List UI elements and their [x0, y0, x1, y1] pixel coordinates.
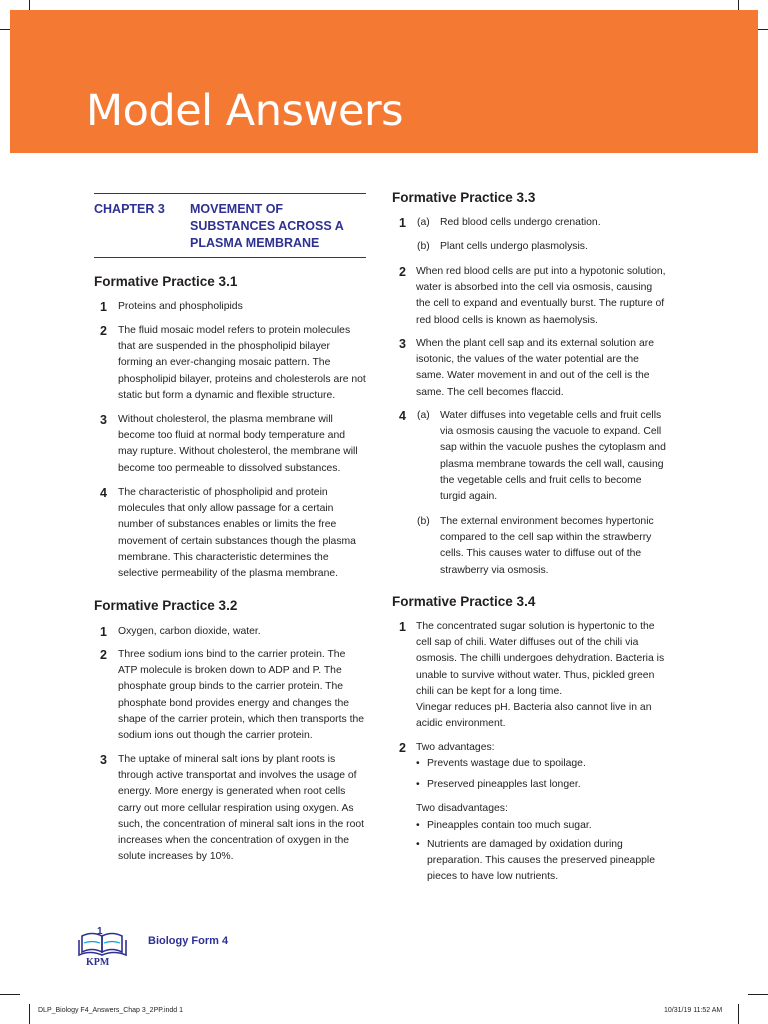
crop-mark: [29, 1004, 30, 1024]
bullet-icon: •: [416, 839, 420, 850]
section-heading-fp31: Formative Practice 3.1: [94, 274, 238, 289]
chapter-number: CHAPTER 3: [94, 202, 165, 216]
answer-number: 4: [100, 486, 107, 500]
answer-number: 3: [100, 753, 107, 767]
sub-label: (a): [417, 410, 430, 421]
bullet-icon: •: [416, 820, 420, 831]
answer-text: Plant cells undergo plasmolysis.: [440, 241, 588, 252]
list-label: Two advantages:: [416, 742, 495, 753]
answer-text: The external environment becomes hypertonic compared to the cell sap within the strawberry cells. This causes water to diffuse out of the strawberry via osmosis.: [440, 516, 654, 576]
answer-number: 2: [100, 648, 107, 662]
answer-text: The concentrated sugar solution is hypertonic to the cell sap of chili. Water diffuses out of the chili via osmosis. The chilli undergoes dehydration. Bacteria is unable to survive without water. Thus, pickled green chili can be kept for a long time.: [416, 621, 665, 697]
list-item-text: Pineapples contain too much sugar.: [427, 820, 592, 831]
print-slug-filename: DLP_Biology F4_Answers_Chap 3_2PP.indd 1: [38, 1007, 184, 1014]
print-slug-timestamp: 10/31/19 11:52 AM: [664, 1007, 723, 1014]
crop-mark: [748, 994, 768, 995]
answer-number: 4: [399, 409, 406, 423]
logo-number: 1: [97, 926, 103, 937]
answer-text: Vinegar reduces pH. Bacteria also cannot live in an acidic environment.: [416, 702, 652, 730]
answer-number: 2: [100, 324, 107, 338]
answer-text: The uptake of mineral salt ions by plant roots is through active transportat and involves the usage of energy. More energy is generated when root cells carry out more cellular respiration using oxygen. As such, the concentration of mineral salt ions in the root increases when the concentration of oxygen in the solute increases by 10%.: [118, 754, 365, 863]
answer-number: 1: [399, 620, 406, 634]
answer-text: Without cholesterol, the plasma membrane will become too fluid at normal body temperature and may rupture. Without cholesterol, the membrane will become too permeable to dissolved substances.: [118, 414, 358, 474]
answer-text: Red blood cells undergo crenation.: [440, 217, 601, 228]
answer-text: Water diffuses into vegetable cells and fruit cells via osmosis causing the vacuole to expand. Cell sap within the vacuole pushes the cytoplasm and plasma membrane towards the cell wall, causing the vegetable cells and fruit cells to become turgid again.: [440, 410, 666, 503]
list-item-text: Nutrients are damaged by oxidation during preparation. This causes the preserved pineapple pieces to have low nutrients.: [427, 839, 655, 883]
sub-label: (a): [417, 217, 430, 228]
section-heading-fp32: Formative Practice 3.2: [94, 598, 238, 613]
list-item-text: Preserved pineapples last longer.: [427, 779, 581, 790]
answer-text: Three sodium ions bind to the carrier protein. The ATP molecule is broken down to ADP and P. The phosphate group binds to the carrier protein. The phosphate bond provides energy and changes the shape of the carrier protein, which then transports the sodium ions out though the carrier protein.: [118, 649, 365, 742]
answer-text: The characteristic of phospholipid and protein molecules that only allow passage for a certain number of substances enables or limits the free movement of certain substances though the plasma membrane. This characteristic determines the selective permeability of the plasma membrane.: [118, 487, 356, 580]
answer-number: 3: [399, 337, 406, 351]
answer-number: 2: [399, 741, 406, 755]
answer-text: When the plant cell sap and its external solution are isotonic, the values of the water potential are the same. Water movement in and out of the cell is the same. The cell becomes flaccid.: [416, 338, 654, 398]
list-label: Two disadvantages:: [416, 803, 508, 814]
answer-number: 3: [100, 413, 107, 427]
page-title: Model Answers: [86, 86, 404, 136]
bullet-icon: •: [416, 758, 420, 769]
footer-book-title: Biology Form 4: [148, 935, 229, 947]
chapter-header: [94, 193, 366, 258]
answer-text: The fluid mosaic model refers to protein molecules that are suspended in the phospholipid bilayer forming an ever-changing mosaic pattern. The phospholipid bilayer, proteins and cholesterols are not static but form a dynamic and flexible structure.: [118, 325, 366, 401]
chapter-title: MOVEMENT OF SUBSTANCES ACROSS A PLASMA MEMBRANE: [190, 202, 344, 250]
crop-mark: [738, 1004, 739, 1024]
logo-text: KPM: [86, 957, 110, 968]
answer-text: Proteins and phospholipids: [118, 301, 243, 312]
bullet-icon: •: [416, 779, 420, 790]
section-heading-fp34: Formative Practice 3.4: [392, 594, 536, 609]
section-heading-fp33: Formative Practice 3.3: [392, 190, 536, 205]
answer-number: 1: [100, 300, 107, 314]
sub-label: (b): [417, 516, 430, 527]
answer-text: When red blood cells are put into a hypotonic solution, water is absorbed into the cell via osmosis, causing the cell to expand and eventually burst. The rupture of red blood cells is known as haemolysis.: [416, 266, 666, 326]
sub-label: (b): [417, 241, 430, 252]
crop-mark: [0, 994, 20, 995]
answer-number: 1: [399, 216, 406, 230]
answer-text: Oxygen, carbon dioxide, water.: [118, 626, 261, 637]
kpm-logo: [78, 926, 128, 968]
list-item-text: Prevents wastage due to spoilage.: [427, 758, 586, 769]
answer-number: 1: [100, 625, 107, 639]
answer-number: 2: [399, 265, 406, 279]
